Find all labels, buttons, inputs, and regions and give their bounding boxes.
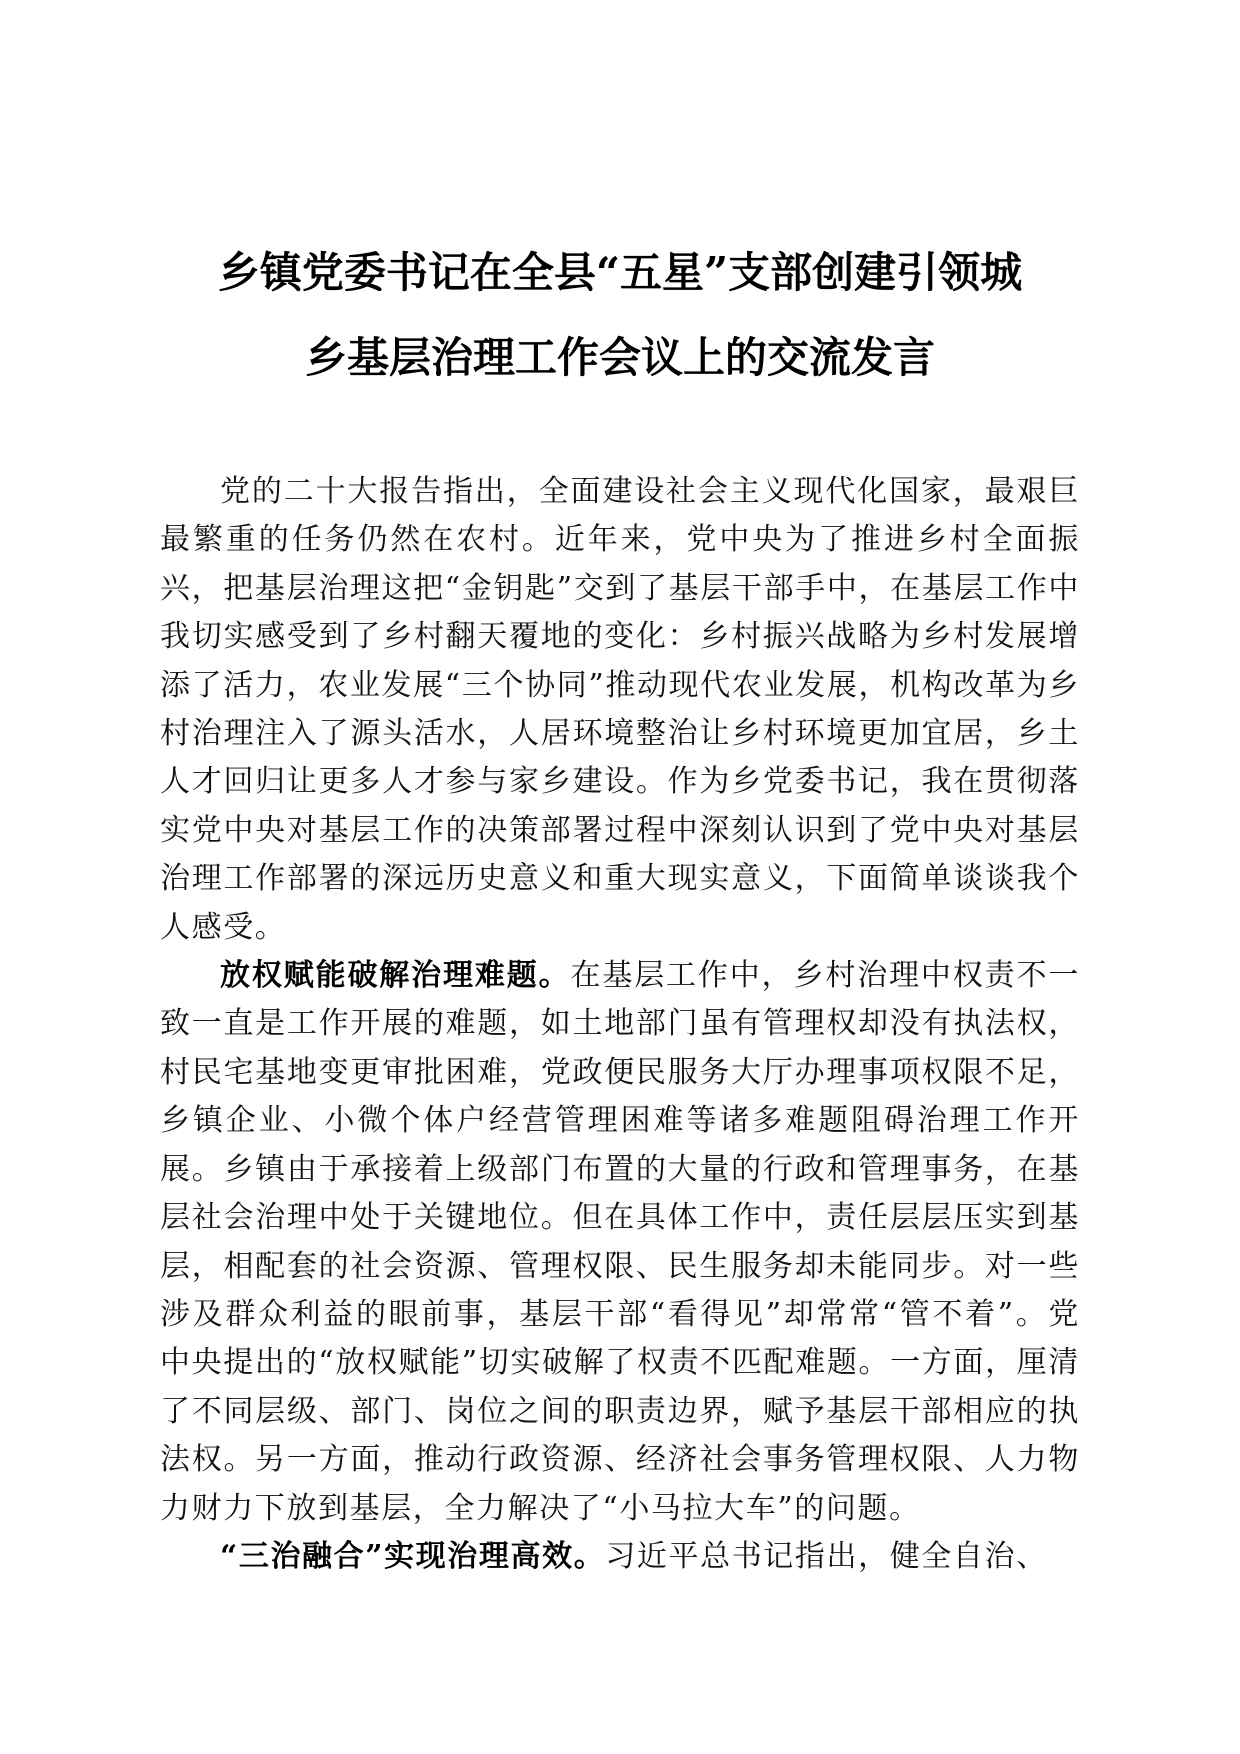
paragraph-lead: 放权赋能破解治理难题。 <box>220 958 571 994</box>
document-title <box>140 230 1100 400</box>
paragraph-lead: “三治融合”实现治理高效。 <box>220 1538 606 1574</box>
paragraph-three-governance <box>160 1533 1080 1581</box>
paragraph-text: 党的二十大报告指出，全面建设社会主义现代化国家，最艰巨最繁重的任务仍然在农村。近年来，党中央为了推进乡村全面振兴，把基层治理这把“金钥匙”交到了基层干部手中，在基层工作中我切实感受到了乡村翻天覆地的变化：乡村振兴战略为乡村发展增添了活力，农业发展“三个协同”推动现代农业发展，机构改革为乡村治理注入了源头活水，人居环境整治让乡村环境更加宜居，乡土人才回归让更多人才参与家乡建设。作为乡党委书记，我在贯彻落实党中央对基层工作的决策部署过程中深刻认识到了党中央对基层治理工作部署的深远历史意义和重大现实意义，下面简单谈谈我个人感受。 <box>160 474 1080 945</box>
document-body <box>160 468 1080 1581</box>
paragraph-empowerment <box>160 952 1080 1533</box>
paragraph-text: 习近平总书记指出，健全自治、 <box>605 1538 1048 1574</box>
paragraph-intro <box>160 468 1080 952</box>
title-line-1: 乡镇党委书记在全县“五星”支部创建引领城 <box>217 248 1023 297</box>
paragraph-text: 在基层工作中，乡村治理中权责不一致一直是工作开展的难题，如土地部门虽有管理权却没有执法权，村民宅基地变更审批困难，党政便民服务大厅办理事项权限不足，乡镇企业、小微个体户经营管理困难等诸多难题阻碍治理工作开展。乡镇由于承接着上级部门布置的大量的行政和管理事务，在基层社会治理中处于关键地位。但在具体工作中，责任层层压实到基层，相配套的社会资源、管理权限、民生服务却未能同步。对一些涉及群众利益的眼前事，基层干部“看得见”却常常“管不着”。党中央提出的“放权赋能”切实破解了权责不匹配难题。一方面，厘清了不同层级、部门、岗位之间的职责边界，赋予基层干部相应的执法权。另一方面，推动行政资源、经济社会事务管理权限、人力物力财力下放到基层，全力解决了“小马拉大车”的问题。 <box>160 958 1080 1526</box>
title-line-2: 乡基层治理工作会议上的交流发言 <box>304 333 935 382</box>
